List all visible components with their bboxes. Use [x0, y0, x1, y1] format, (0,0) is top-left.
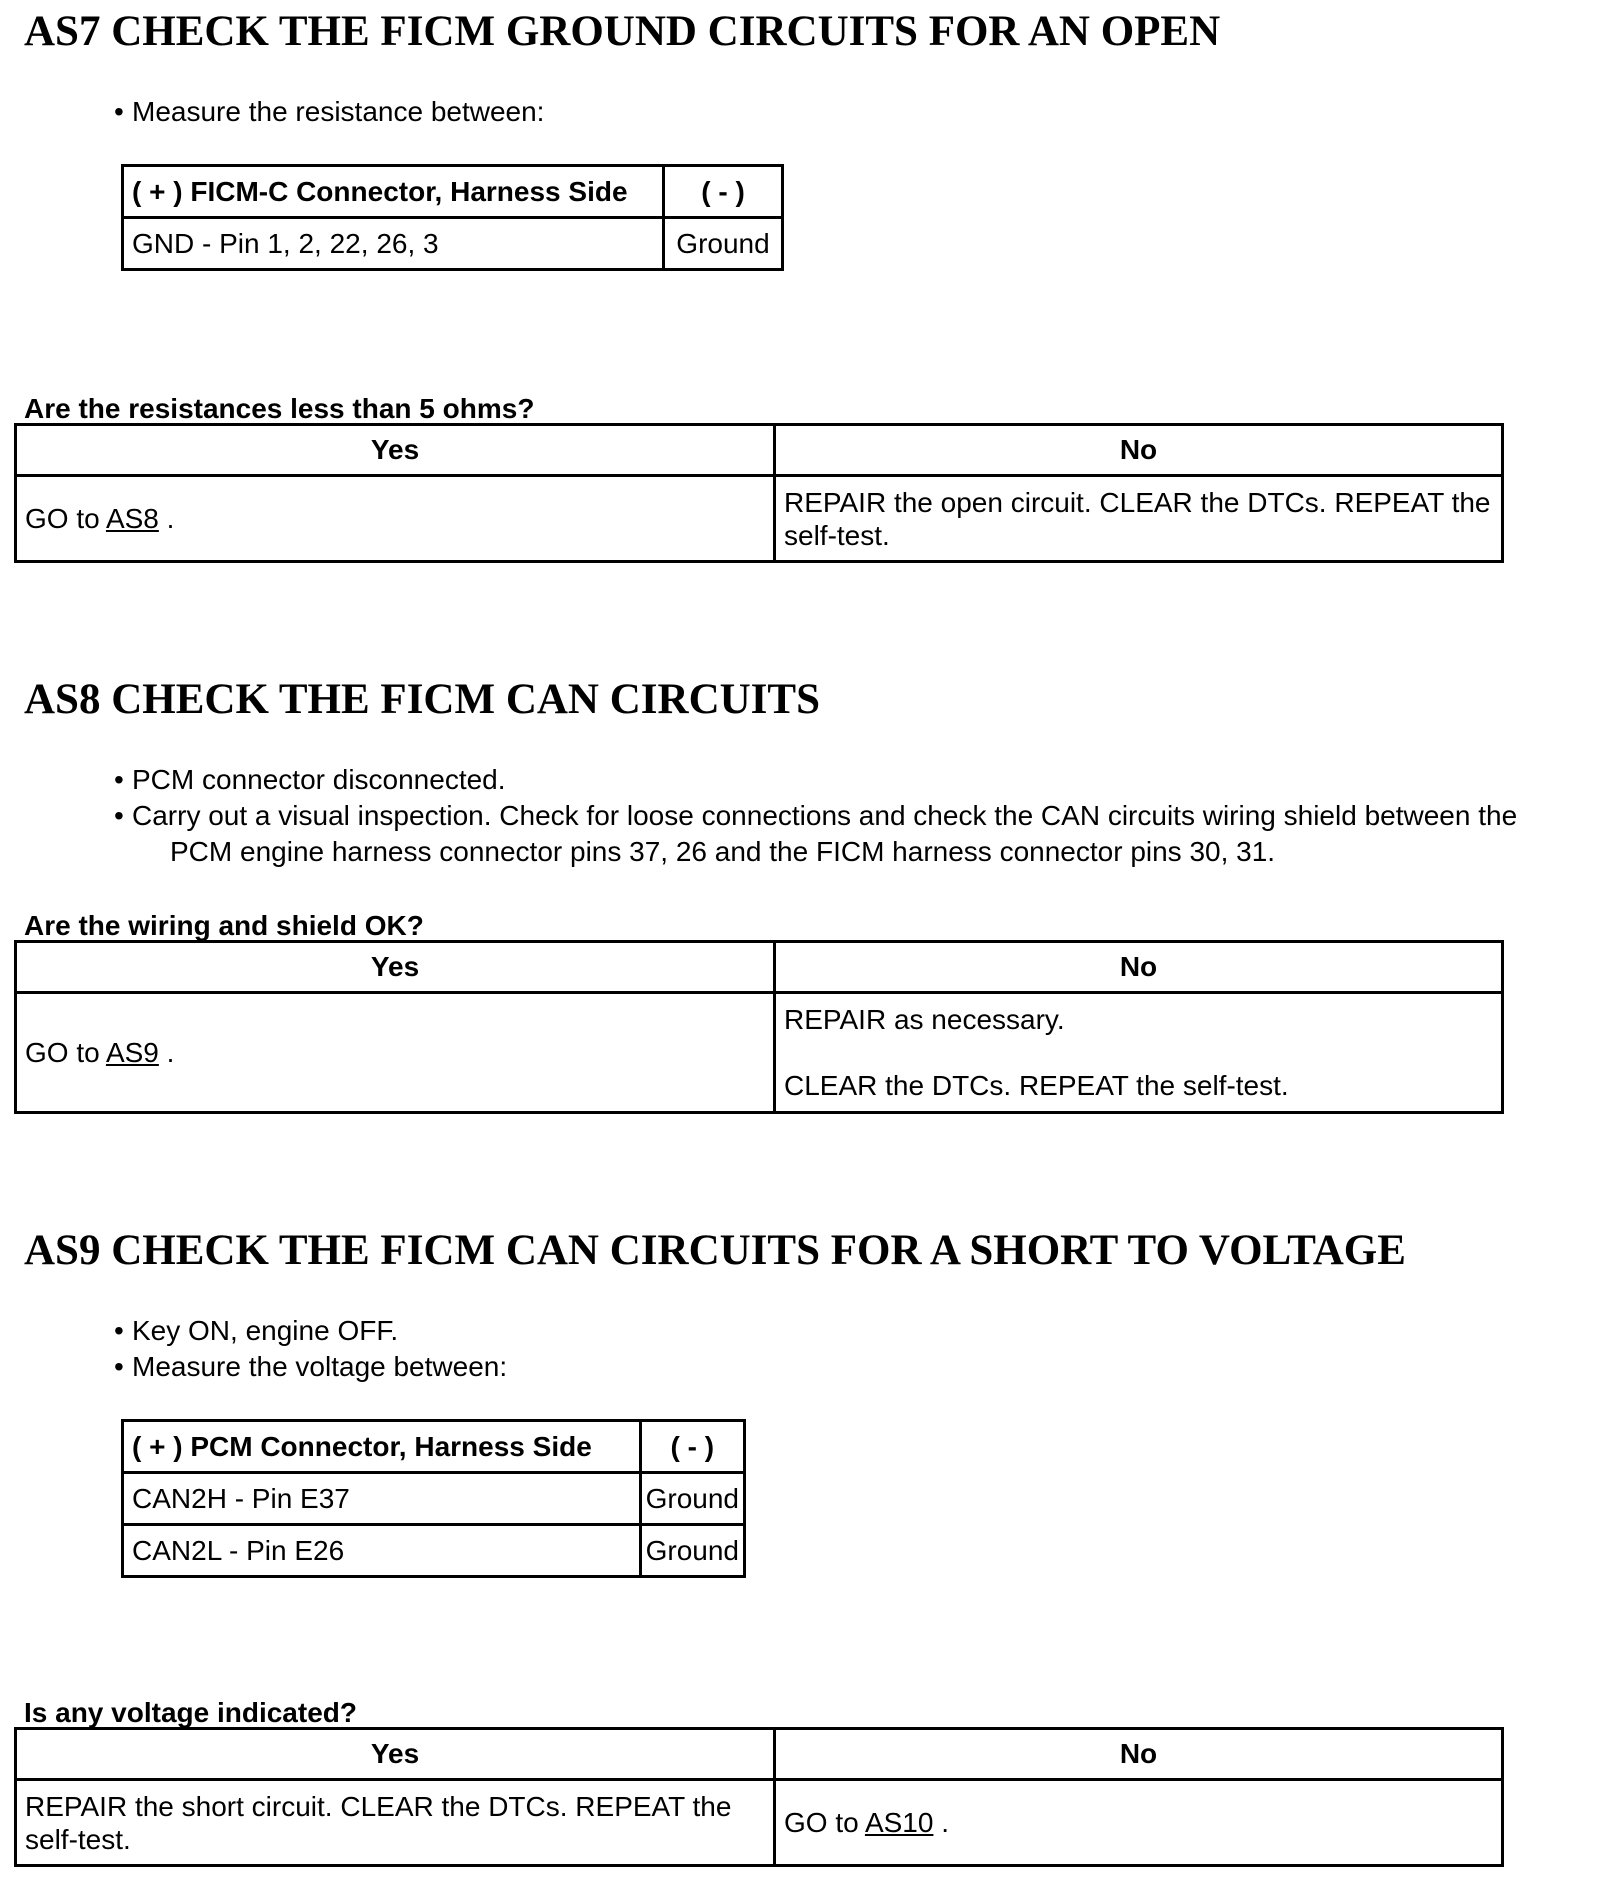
as7-heading: AS7 CHECK THE FICM GROUND CIRCUITS FOR AN OPEN	[24, 8, 1221, 55]
table-row	[123, 1525, 745, 1577]
table-header-row	[123, 166, 783, 218]
no-cell: REPAIR the open circuit. CLEAR the DTCs. REPEAT the self-test.	[775, 476, 1503, 562]
as7-question: Are the resistances less than 5 ohms?	[24, 393, 535, 424]
yes-text: GO to	[25, 1037, 106, 1068]
table-row	[123, 218, 783, 270]
yes-suffix: .	[158, 503, 175, 534]
as9-heading: AS9 CHECK THE FICM CAN CIRCUITS FOR A SHORT TO VOLTAGE	[24, 1227, 1406, 1274]
yes-header: Yes	[16, 1729, 775, 1780]
bullet-text: PCM connector disconnected.	[132, 764, 506, 795]
as8-question: Are the wiring and shield OK?	[24, 910, 424, 941]
as9-yes-no-table	[14, 1727, 1504, 1867]
yes-header: Yes	[16, 425, 775, 476]
table-header-row	[16, 425, 1503, 476]
as9-link[interactable]: AS9	[105, 1037, 159, 1068]
column-header-positive: ( + ) PCM Connector, Harness Side	[123, 1421, 641, 1473]
yes-suffix: .	[158, 1037, 175, 1068]
no-suffix: .	[933, 1807, 949, 1838]
bullet-text: Key ON, engine OFF.	[132, 1315, 399, 1346]
yes-cell: REPAIR the short circuit. CLEAR the DTCs. REPEAT the self-test.	[16, 1780, 775, 1866]
no-header: No	[775, 942, 1503, 993]
bullet-text: Measure the voltage between:	[132, 1351, 508, 1382]
yes-text: GO to	[25, 503, 106, 534]
bullet-icon: •	[114, 96, 124, 127]
table-row	[123, 1473, 745, 1525]
table-header-row	[16, 942, 1503, 993]
as7-measurement-table	[121, 164, 784, 271]
column-header-negative: ( - )	[640, 1421, 744, 1473]
bullet-icon: •	[114, 764, 124, 795]
as8-link[interactable]: AS8	[105, 503, 159, 534]
yes-header: Yes	[16, 942, 775, 993]
table-cell: CAN2L - Pin E26	[123, 1525, 641, 1577]
no-text: GO to	[784, 1807, 865, 1838]
bullet-icon: •	[114, 1351, 124, 1382]
as7-bullet-list	[112, 94, 1592, 130]
no-header: No	[775, 1729, 1503, 1780]
bullet-text-continuation: PCM engine harness connector pins 37, 26 and the FICM harness connector pins 30, 31.	[170, 836, 1276, 867]
table-cell: Ground	[664, 218, 783, 270]
as8-yes-no-table	[14, 940, 1504, 1114]
table-row	[16, 993, 1503, 1113]
column-header-negative: ( - )	[664, 166, 783, 218]
list-item	[112, 798, 1592, 870]
table-header-row	[16, 1729, 1503, 1780]
as8-bullet-list	[112, 762, 1592, 870]
list-item	[112, 94, 1592, 130]
no-cell	[775, 1780, 1503, 1866]
yes-cell	[16, 476, 775, 562]
table-cell: Ground	[640, 1525, 744, 1577]
spacer	[784, 1036, 1493, 1069]
list-item	[112, 762, 1592, 798]
as9-question: Is any voltage indicated?	[24, 1697, 357, 1728]
as10-link[interactable]: AS10	[864, 1807, 934, 1838]
table-cell: CAN2H - Pin E37	[123, 1473, 641, 1525]
table-cell: Ground	[640, 1473, 744, 1525]
table-row	[16, 476, 1503, 562]
no-cell	[775, 993, 1503, 1113]
as8-heading: AS8 CHECK THE FICM CAN CIRCUITS	[24, 676, 821, 723]
as9-bullet-list	[112, 1313, 1592, 1385]
bullet-icon: •	[114, 800, 124, 831]
list-item	[112, 1313, 1592, 1349]
yes-cell	[16, 993, 775, 1113]
no-header: No	[775, 425, 1503, 476]
as7-yes-no-table	[14, 423, 1504, 563]
no-text-line-1: REPAIR as necessary.	[784, 1004, 1065, 1035]
no-text-line-2: CLEAR the DTCs. REPEAT the self-test.	[784, 1070, 1289, 1101]
bullet-text: Measure the resistance between:	[132, 96, 545, 127]
table-header-row	[123, 1421, 745, 1473]
table-row	[16, 1780, 1503, 1866]
bullet-icon: •	[114, 1315, 124, 1346]
bullet-text: Carry out a visual inspection. Check for loose connections and check the CAN circuits wiring shield between the	[132, 800, 1518, 831]
list-item	[112, 1349, 1592, 1385]
as9-measurement-table	[121, 1419, 746, 1578]
column-header-positive: ( + ) FICM-C Connector, Harness Side	[123, 166, 664, 218]
table-cell: GND - Pin 1, 2, 22, 26, 3	[123, 218, 664, 270]
